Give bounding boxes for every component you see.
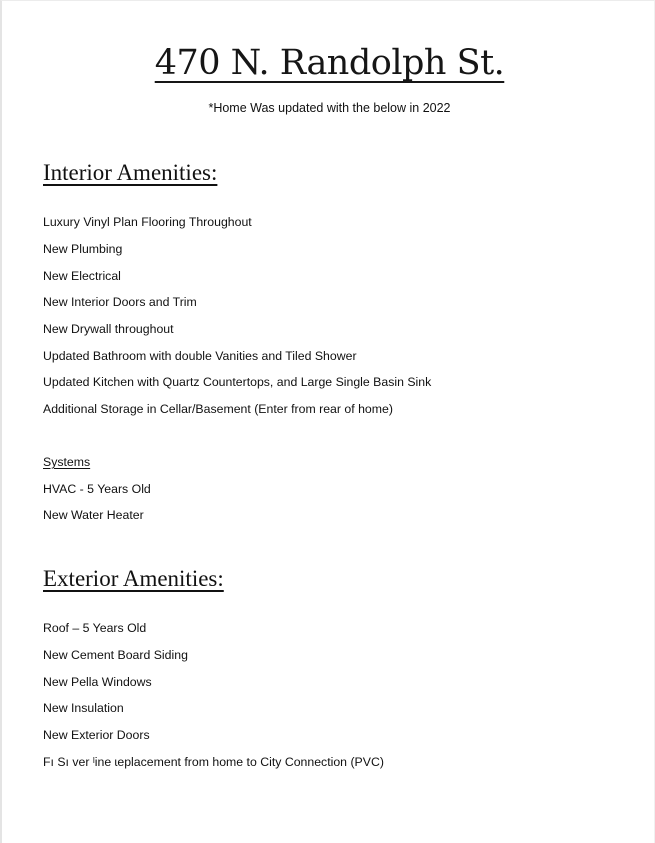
interior-item: New Electrical — [43, 269, 121, 283]
interior-item: Updated Kitchen with Quartz Countertops, and Large Single Basin Sink — [43, 375, 432, 389]
title-text: 470 N. Randolph St. — [154, 43, 505, 83]
exterior-item: New Cement Board Siding — [43, 648, 188, 662]
exterior-item: New Pella Windows — [43, 675, 152, 689]
systems-item: New Water Heater — [43, 508, 144, 522]
interior-amenities-heading: Interior Amenities: — [43, 160, 218, 185]
interior-item: New Drywall throughout — [43, 322, 174, 336]
interior-item: New Plumbing — [43, 242, 123, 256]
property-address-title — [2, 41, 655, 85]
exterior-item: New Exterior Doors — [43, 728, 150, 742]
systems-heading: Systems — [43, 455, 91, 469]
exterior-item: Roof – 5 Years Old — [43, 621, 147, 635]
update-note: *Home Was updated with the below in 2022 — [208, 101, 451, 115]
interior-item: New Interior Doors and Trim — [43, 295, 197, 309]
systems-item: HVAC - 5 Years Old — [43, 482, 151, 496]
interior-item: Additional Storage in Cellar/Basement (Enter from rear of home) — [43, 402, 393, 416]
exterior-item: Fı Sı ver ˡine ɩeplacement from home to City Connection (PVC) — [43, 755, 384, 769]
exterior-amenities-heading: Exterior Amenities: — [43, 566, 224, 591]
exterior-item: New Insulation — [43, 701, 124, 715]
interior-item: Updated Bathroom with double Vanities and Tiled Shower — [43, 349, 357, 363]
interior-item: Luxury Vinyl Plan Flooring Throughout — [43, 215, 252, 229]
